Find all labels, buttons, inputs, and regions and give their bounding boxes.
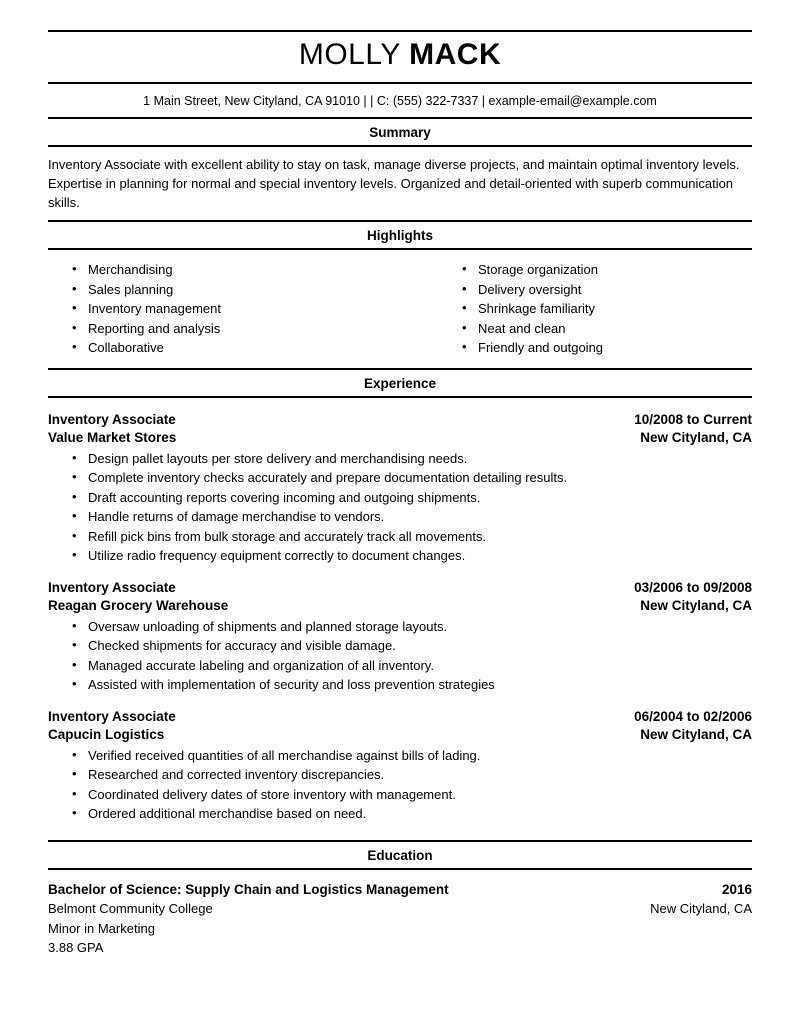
job-bullet-list <box>48 617 752 695</box>
job-company: Value Market Stores <box>48 429 177 445</box>
list-item: • Managed accurate labeling and organization of all inventory. <box>88 656 752 676</box>
list-item: • Sales planning <box>88 280 400 300</box>
job-role: Inventory Associate <box>48 708 176 724</box>
summary-text: Inventory Associate with excellent ability to stay on task, manage diverse projects, and maintain optimal inventory levels. Expertise in planning for normal and special inventory levels. Organized and detail-oriented with superb communication skills. <box>48 157 740 210</box>
job-header <box>48 410 752 429</box>
section-title-highlights: Highlights <box>367 228 433 243</box>
summary-body <box>48 147 752 220</box>
list-item: • Collaborative <box>88 338 400 358</box>
job-dates: 03/2006 to 09/2008 <box>634 579 752 595</box>
highlights-column-left <box>48 260 400 358</box>
education-minor: Minor in Marketing <box>48 920 155 936</box>
education-school-row <box>48 899 752 919</box>
list-item: • Complete inventory checks accurately and prepare documentation detailing results. <box>88 468 752 488</box>
job-location: New Cityland, CA <box>640 597 752 613</box>
list-item: • Utilize radio frequency equipment correctly to document changes. <box>88 546 752 566</box>
list-item: • Oversaw unloading of shipments and planned storage layouts. <box>88 617 752 637</box>
job-role: Inventory Associate <box>48 579 176 595</box>
experience-job <box>48 576 752 695</box>
job-dates: 06/2004 to 02/2006 <box>634 708 752 724</box>
job-subheader <box>48 428 752 447</box>
highlights-list-right <box>438 260 752 358</box>
job-dates: 10/2008 to Current <box>634 411 752 427</box>
education-gpa: 3.88 GPA <box>48 940 104 955</box>
job-role: Inventory Associate <box>48 411 176 427</box>
section-title-experience: Experience <box>363 375 437 391</box>
list-item: • Researched and corrected inventory discrepancies. <box>88 765 752 785</box>
job-subheader <box>48 725 752 744</box>
contact-line: 1 Main Street, New Cityland, CA 91010 | | C: (555) 322-7337 | example-email@example.com <box>143 94 657 108</box>
highlights-body <box>48 250 752 368</box>
list-item: • Design pallet layouts per store delivery and merchandising needs. <box>88 449 752 469</box>
list-item: • Inventory management <box>88 299 400 319</box>
job-subheader <box>48 596 752 615</box>
list-item: • Neat and clean <box>478 319 752 339</box>
list-item: • Reporting and analysis <box>88 319 400 339</box>
job-company: Reagan Grocery Warehouse <box>48 597 229 613</box>
experience-job <box>48 705 752 824</box>
list-item: • Merchandising <box>88 260 400 280</box>
education-degree: Bachelor of Science: Supply Chain and Logistics Management <box>48 881 449 897</box>
job-company: Capucin Logistics <box>48 726 165 742</box>
section-title-education: Education <box>367 847 433 863</box>
list-item: • Refill pick bins from bulk storage and accurately track all movements. <box>88 527 752 547</box>
list-item: • Shrinkage familiarity <box>478 299 752 319</box>
list-item: • Checked shipments for accuracy and visible damage. <box>88 636 752 656</box>
list-item: • Handle returns of damage merchandise to vendors. <box>88 507 752 527</box>
list-item: • Friendly and outgoing <box>478 338 752 358</box>
section-title-summary: Summary <box>369 125 431 140</box>
first-name: MOLLY <box>298 38 410 71</box>
last-name: MACK <box>409 38 502 71</box>
list-item: • Delivery oversight <box>478 280 752 300</box>
job-header <box>48 578 752 597</box>
job-location: New Cityland, CA <box>640 726 752 742</box>
list-item: • Draft accounting reports covering incoming and outgoing shipments. <box>88 488 752 508</box>
education-location: New Cityland, CA <box>650 901 752 916</box>
list-item: • Ordered additional merchandise based on need. <box>88 804 752 824</box>
list-item: • Assisted with implementation of security and loss prevention strategies <box>88 675 752 695</box>
list-item: • Verified received quantities of all merchandise against bills of lading. <box>88 746 752 766</box>
page-title <box>48 32 752 82</box>
education-school: Belmont Community College <box>48 901 213 916</box>
job-bullet-list <box>48 746 752 824</box>
education-entry <box>48 880 752 958</box>
education-year: 2016 <box>721 881 752 897</box>
job-bullet-list <box>48 449 752 566</box>
highlights-column-right <box>400 260 752 358</box>
experience-job <box>48 408 752 566</box>
education-degree-row <box>48 880 752 900</box>
list-item: • Storage organization <box>478 260 752 280</box>
job-header <box>48 707 752 726</box>
list-item: • Coordinated delivery dates of store inventory with management. <box>88 785 752 805</box>
highlights-list-left <box>48 260 400 358</box>
job-location: New Cityland, CA <box>640 429 752 445</box>
